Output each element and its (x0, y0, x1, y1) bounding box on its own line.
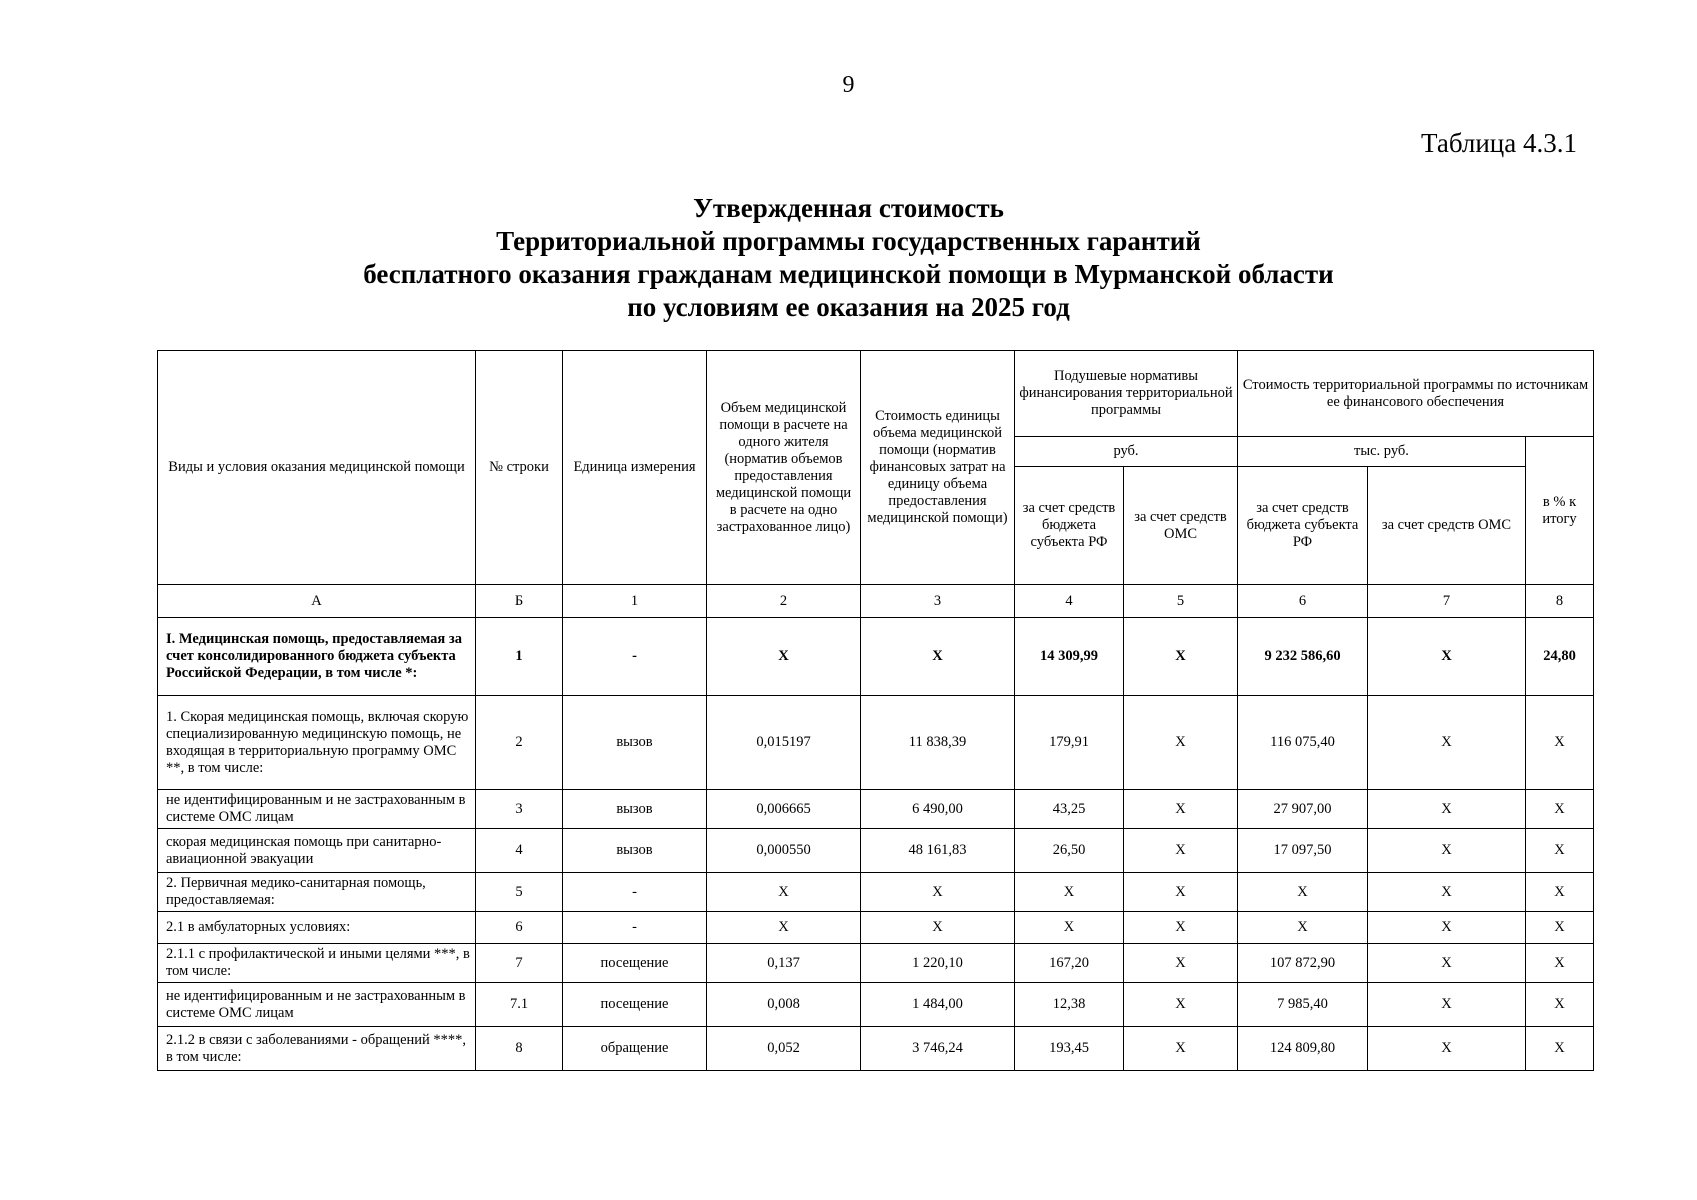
cell-cost-oms: X (1368, 912, 1526, 944)
cell-row-no: 7.1 (476, 983, 563, 1027)
title-line-2: Территориальной программы государственных гарантий (496, 226, 1201, 256)
cell-cost-budget: X (1238, 912, 1368, 944)
cell-pc-budget: X (1015, 873, 1124, 912)
header-row-no: № строки (476, 351, 563, 585)
cell-pc-oms: X (1124, 912, 1238, 944)
header-cost-budget: за счет средств бюджета субъекта РФ (1238, 467, 1368, 585)
header-per-capita: Подушевые нормативы финансирования территориальной программы (1015, 351, 1238, 437)
cell-unit: посещение (563, 944, 707, 983)
cell-cost-oms: X (1368, 983, 1526, 1027)
cell-cost-oms: X (1368, 790, 1526, 829)
title-line-1: Утвержденная стоимость (693, 193, 1004, 223)
column-numbers-row (158, 585, 1594, 618)
cell-cost-oms: X (1368, 873, 1526, 912)
col-number: Б (476, 585, 563, 618)
cell-pc-budget: 26,50 (1015, 829, 1124, 873)
cell-row-no: 1 (476, 618, 563, 696)
header-cost-unit: Стоимость единицы объема медицинской помощи (норматив финансовых затрат на единицу объема предоставления медицинской помощи) (861, 351, 1015, 585)
cell-cost: 1 484,00 (861, 983, 1015, 1027)
cell-cost: 6 490,00 (861, 790, 1015, 829)
title-line-4: по условиям ее оказания на 2025 год (627, 292, 1070, 322)
cell-row-no: 7 (476, 944, 563, 983)
cell-pc-oms: X (1124, 696, 1238, 790)
header-cost-oms: за счет средств ОМС (1368, 467, 1526, 585)
page-number: 9 (842, 72, 855, 98)
header-unit: Единица измерения (563, 351, 707, 585)
cell-volume: X (707, 912, 861, 944)
col-number: 5 (1124, 585, 1238, 618)
cell-cost: 3 746,24 (861, 1027, 1015, 1071)
table-id: Таблица 4.3.1 (1421, 128, 1577, 158)
table-row (158, 618, 1594, 696)
cell-percent: X (1526, 983, 1594, 1027)
title-line-3: бесплатного оказания гражданам медицинской помощи в Мурманской области (363, 259, 1334, 289)
cell-name: не идентифицированным и не застрахованным в системе ОМС лицам (158, 983, 476, 1027)
cell-name: 2.1 в амбулаторных условиях: (158, 912, 476, 944)
document-title (0, 192, 1697, 324)
cell-unit: - (563, 618, 707, 696)
cell-pc-oms: X (1124, 618, 1238, 696)
cell-percent: X (1526, 790, 1594, 829)
cell-name: не идентифицированным и не застрахованным в системе ОМС лицам (158, 790, 476, 829)
cell-percent: X (1526, 912, 1594, 944)
cell-pc-oms: X (1124, 829, 1238, 873)
table-row (158, 983, 1594, 1027)
cell-volume: X (707, 873, 861, 912)
cell-unit: вызов (563, 829, 707, 873)
cell-unit: обращение (563, 1027, 707, 1071)
cell-volume: 0,052 (707, 1027, 861, 1071)
header-program-cost: Стоимость территориальной программы по источникам ее финансового обеспечения (1238, 351, 1594, 437)
cell-pc-oms: X (1124, 944, 1238, 983)
cell-percent: X (1526, 829, 1594, 873)
cell-volume: 0,137 (707, 944, 861, 983)
table-header (158, 351, 1594, 618)
cell-unit: - (563, 912, 707, 944)
cell-pc-oms: X (1124, 1027, 1238, 1071)
cell-row-no: 2 (476, 696, 563, 790)
cell-pc-oms: X (1124, 983, 1238, 1027)
cell-cost-budget: 17 097,50 (1238, 829, 1368, 873)
cell-cost-budget: 116 075,40 (1238, 696, 1368, 790)
cell-cost: X (861, 873, 1015, 912)
col-number: 3 (861, 585, 1015, 618)
cell-cost-oms: X (1368, 944, 1526, 983)
col-number: 8 (1526, 585, 1594, 618)
cell-volume: X (707, 618, 861, 696)
col-number: 7 (1368, 585, 1526, 618)
cell-cost: X (861, 912, 1015, 944)
cell-row-no: 6 (476, 912, 563, 944)
cell-cost-budget: 107 872,90 (1238, 944, 1368, 983)
cell-percent: X (1526, 696, 1594, 790)
cell-cost: 1 220,10 (861, 944, 1015, 983)
table-row (158, 873, 1594, 912)
cell-volume: 0,015197 (707, 696, 861, 790)
cell-cost: 48 161,83 (861, 829, 1015, 873)
header-thous-rub: тыс. руб. (1238, 437, 1526, 467)
cell-cost: X (861, 618, 1015, 696)
cell-percent: X (1526, 944, 1594, 983)
cell-name: I. Медицинская помощь, предоставляемая за счет консолидированного бюджета субъекта Российской Федерации, в том числе *: (158, 618, 476, 696)
cell-cost-budget: 27 907,00 (1238, 790, 1368, 829)
cell-cost-budget: X (1238, 873, 1368, 912)
col-number: 4 (1015, 585, 1124, 618)
cell-cost-oms: X (1368, 829, 1526, 873)
cell-pc-budget: 167,20 (1015, 944, 1124, 983)
table-body (158, 618, 1594, 1071)
header-percent: в % к итогу (1526, 437, 1594, 585)
cell-cost-oms: X (1368, 1027, 1526, 1071)
cell-percent: X (1526, 873, 1594, 912)
cell-cost: 11 838,39 (861, 696, 1015, 790)
cell-percent: X (1526, 1027, 1594, 1071)
header-pc-budget: за счет средств бюджета субъекта РФ (1015, 467, 1124, 585)
col-number: 6 (1238, 585, 1368, 618)
cell-cost-budget: 124 809,80 (1238, 1027, 1368, 1071)
cell-name: скорая медицинская помощь при санитарно-авиационной эвакуации (158, 829, 476, 873)
table-row (158, 696, 1594, 790)
cell-pc-budget: 193,45 (1015, 1027, 1124, 1071)
cell-volume: 0,000550 (707, 829, 861, 873)
cell-cost-budget: 9 232 586,60 (1238, 618, 1368, 696)
table-row (158, 829, 1594, 873)
cell-row-no: 8 (476, 1027, 563, 1071)
table-row (158, 912, 1594, 944)
cell-cost-budget: 7 985,40 (1238, 983, 1368, 1027)
cell-name: 2.1.1 с профилактической и иными целями ***, в том числе: (158, 944, 476, 983)
table-row (158, 944, 1594, 983)
table-row (158, 790, 1594, 829)
cell-pc-oms: X (1124, 790, 1238, 829)
header-rub: руб. (1015, 437, 1238, 467)
cell-volume: 0,006665 (707, 790, 861, 829)
cell-unit: вызов (563, 696, 707, 790)
cell-unit: - (563, 873, 707, 912)
cell-unit: вызов (563, 790, 707, 829)
cell-pc-budget: 43,25 (1015, 790, 1124, 829)
cell-pc-budget: 12,38 (1015, 983, 1124, 1027)
cell-unit: посещение (563, 983, 707, 1027)
cell-pc-oms: X (1124, 873, 1238, 912)
cell-pc-budget: X (1015, 912, 1124, 944)
cell-cost-oms: X (1368, 618, 1526, 696)
header-pc-oms: за счет средств ОМС (1124, 467, 1238, 585)
cell-pc-budget: 179,91 (1015, 696, 1124, 790)
col-number: 1 (563, 585, 707, 618)
cell-cost-oms: X (1368, 696, 1526, 790)
header-volume: Объем медицинской помощи в расчете на одного жителя (норматив объемов предоставления медицинской помощи в расчете на одно застрахованное лицо) (707, 351, 861, 585)
cell-name: 2.1.2 в связи с заболеваниями - обращений ****, в том числе: (158, 1027, 476, 1071)
table-row (158, 1027, 1594, 1071)
cell-percent: 24,80 (1526, 618, 1594, 696)
cell-row-no: 5 (476, 873, 563, 912)
cell-name: 1. Скорая медицинская помощь, включая скорую специализированную медицинскую помощь, не входящая в территориальную программу ОМС **, в том числе: (158, 696, 476, 790)
cell-row-no: 3 (476, 790, 563, 829)
cell-name: 2. Первичная медико-санитарная помощь, предоставляемая: (158, 873, 476, 912)
cell-volume: 0,008 (707, 983, 861, 1027)
col-number: А (158, 585, 476, 618)
col-number: 2 (707, 585, 861, 618)
cost-table (157, 350, 1594, 1071)
cell-row-no: 4 (476, 829, 563, 873)
cell-pc-budget: 14 309,99 (1015, 618, 1124, 696)
header-kinds: Виды и условия оказания медицинской помощи (158, 351, 476, 585)
